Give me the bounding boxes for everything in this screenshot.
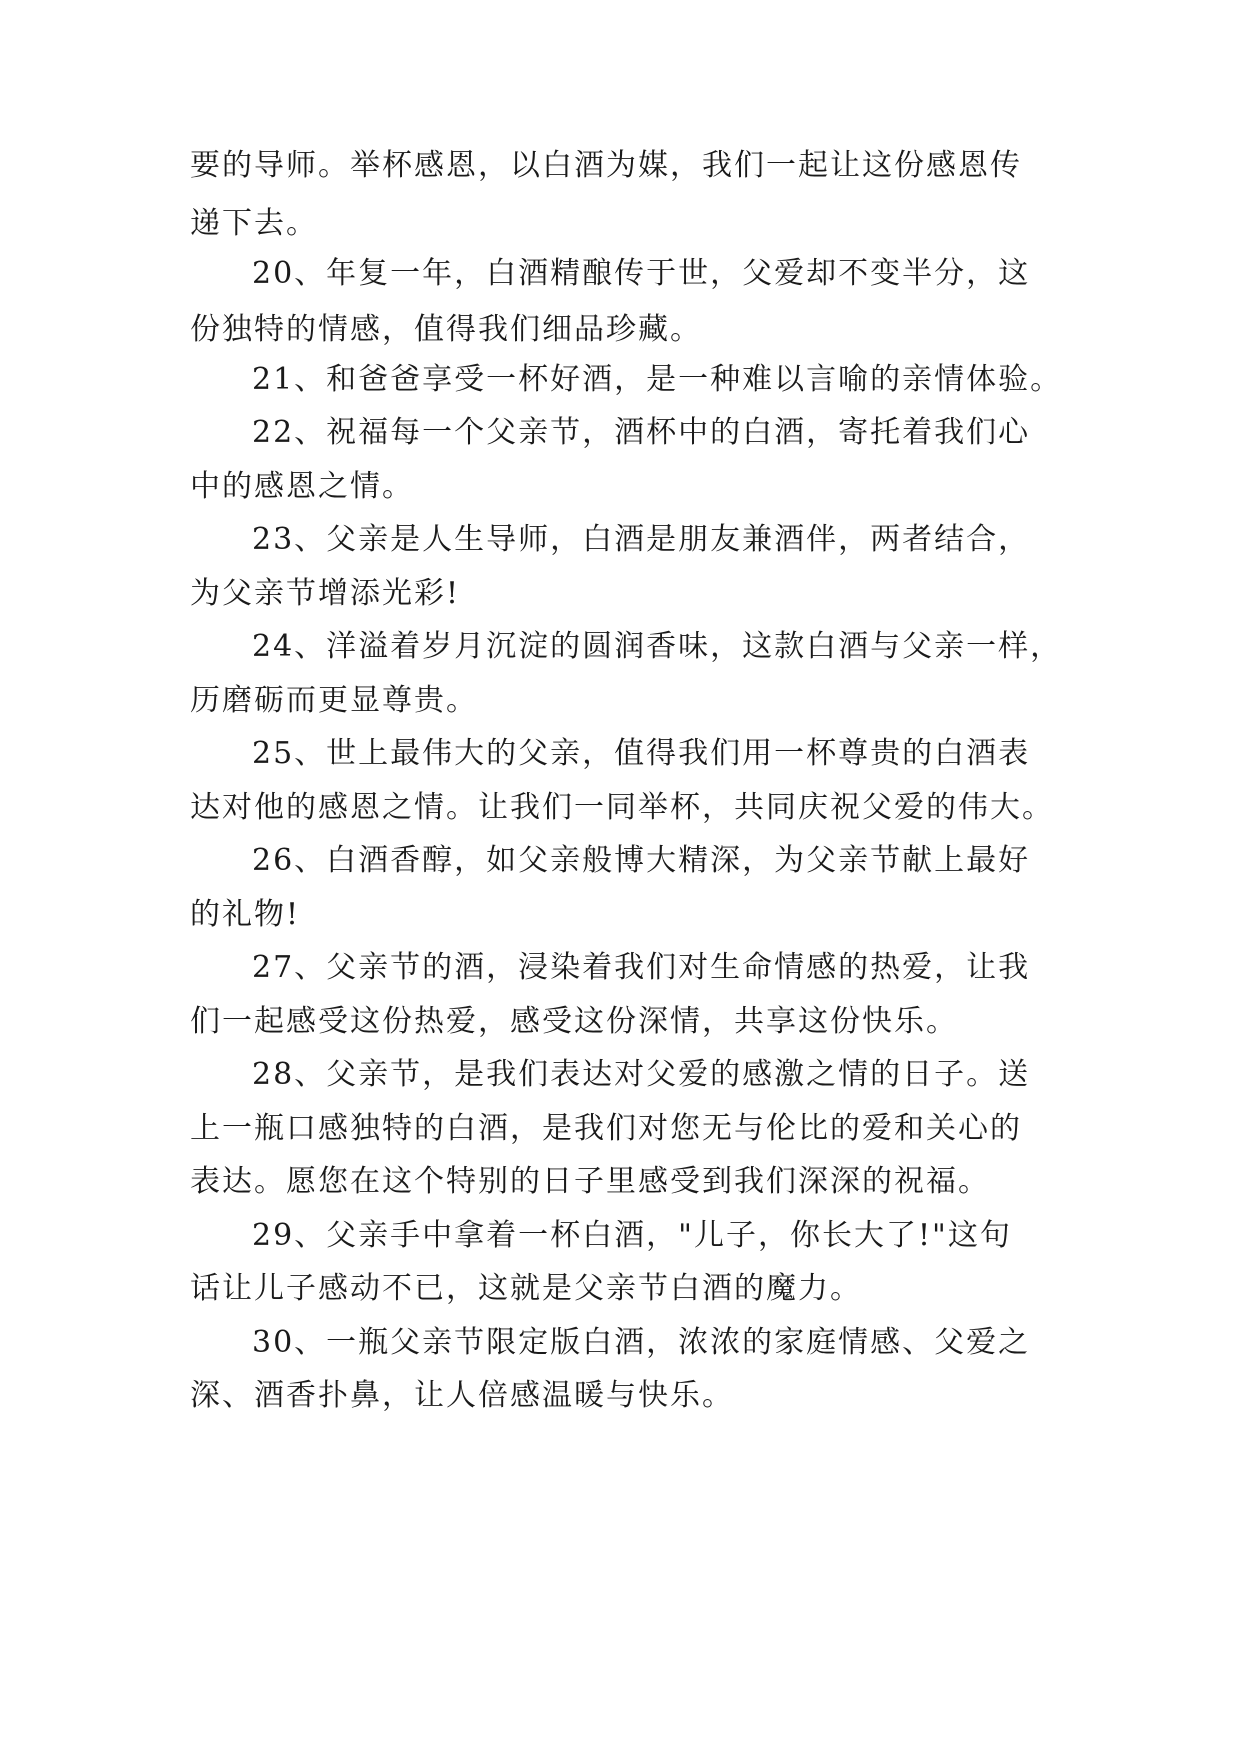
list-item-24-line-2: 历磨砺而更显尊贵。 xyxy=(190,683,478,718)
text-line: 要的导师。举杯感恩，以白酒为媒，我们一起让这份感恩传 xyxy=(190,148,1022,183)
list-item-27-line-2: 们一起感受这份热爱，感受这份深情，共享这份快乐。 xyxy=(190,1004,958,1039)
list-item-30-line-1: 30、一瓶父亲节限定版白酒，浓浓的家庭情感、父爱之 xyxy=(252,1325,1031,1360)
list-item-20-line-1: 20、年复一年，白酒精酿传于世，父爱却不变半分，这 xyxy=(252,256,1031,291)
list-item-28-line-2: 上一瓶口感独特的白酒，是我们对您无与伦比的爱和关心的 xyxy=(190,1111,1022,1146)
list-item-29-line-2: 话让儿子感动不已，这就是父亲节白酒的魔力。 xyxy=(190,1271,862,1306)
list-item-25-line-2: 达对他的感恩之情。让我们一同举杯，共同庆祝父爱的伟大。 xyxy=(190,790,1054,825)
list-item-29-line-1: 29、父亲手中拿着一杯白酒，"儿子，你长大了!"这句 xyxy=(252,1218,1012,1253)
list-item-23-line-2: 为父亲节增添光彩! xyxy=(190,576,461,611)
text-line: 递下去。 xyxy=(190,206,318,241)
list-item-24-line-1: 24、洋溢着岁月沉淀的圆润香味，这款白酒与父亲一样， xyxy=(252,629,1063,664)
list-item-27-line-1: 27、父亲节的酒，浸染着我们对生命情感的热爱，让我 xyxy=(252,950,1031,985)
list-item-22-line-2: 中的感恩之情。 xyxy=(190,469,414,504)
list-item-26-line-2: 的礼物! xyxy=(190,897,301,932)
list-item-28-line-1: 28、父亲节，是我们表达对父爱的感激之情的日子。送 xyxy=(252,1057,1031,1092)
list-item-26-line-1: 26、白酒香醇，如父亲般博大精深，为父亲节献上最好 xyxy=(252,843,1031,878)
list-item-22-line-1: 22、祝福每一个父亲节，酒杯中的白酒，寄托着我们心 xyxy=(252,415,1031,450)
list-item-28-line-3: 表达。愿您在这个特别的日子里感受到我们深深的祝福。 xyxy=(190,1164,990,1199)
list-item-20-line-2: 份独特的情感，值得我们细品珍藏。 xyxy=(190,312,702,347)
list-item-23-line-1: 23、父亲是人生导师，白酒是朋友兼酒伴，两者结合， xyxy=(252,522,1031,557)
list-item-21: 21、和爸爸享受一杯好酒，是一种难以言喻的亲情体验。 xyxy=(252,362,1063,397)
list-item-30-line-2: 深、酒香扑鼻，让人倍感温暖与快乐。 xyxy=(190,1378,734,1413)
list-item-25-line-1: 25、世上最伟大的父亲，值得我们用一杯尊贵的白酒表 xyxy=(252,736,1031,771)
